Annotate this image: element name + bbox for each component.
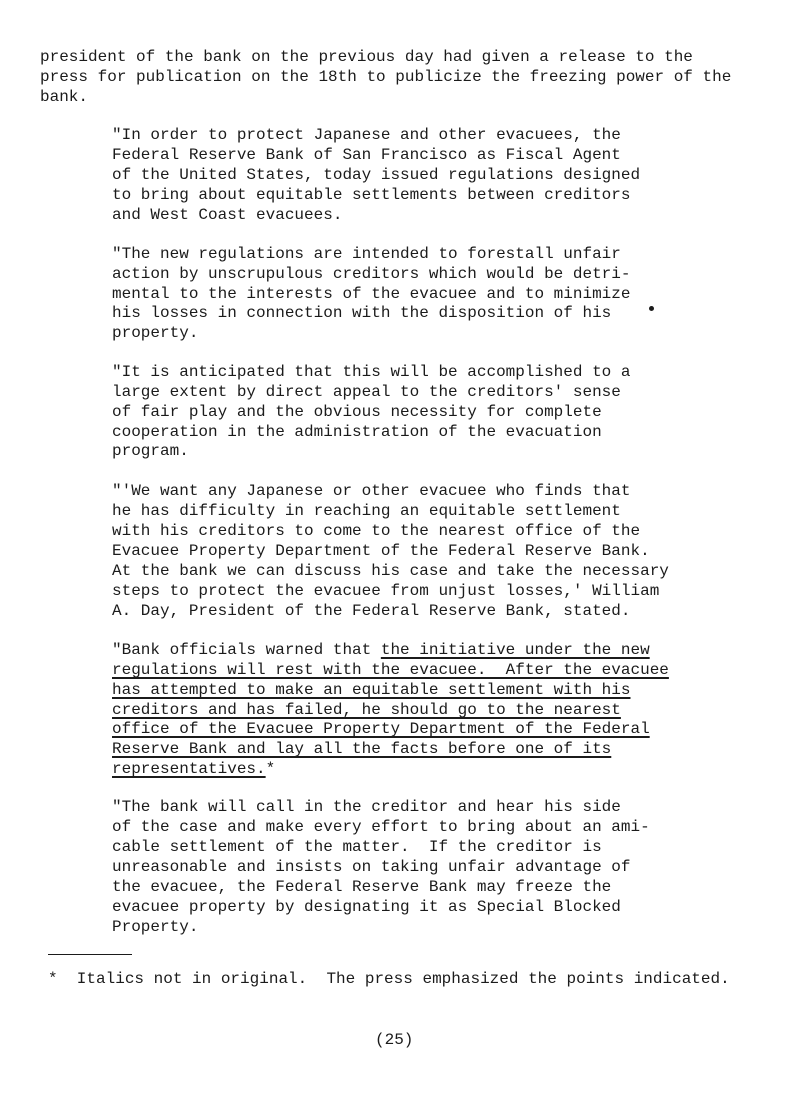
page-number: (25): [375, 1031, 414, 1049]
text-line: president of the bank on the previous day had given a release to the: [40, 48, 693, 66]
underlined-text: the initiative under the new: [380, 641, 650, 659]
text-line: program.: [112, 442, 189, 460]
text-line: [112, 680, 630, 700]
text-line: unreasonable and insists on taking unfair advantage of: [112, 858, 631, 876]
underlined-text: Reserve Bank and lay all the facts before one of its: [112, 740, 612, 758]
text-line: "It is anticipated that this will be accomplished to a: [112, 363, 631, 381]
underlined-text: office of the Evacuee Property Department of the Federal: [112, 720, 650, 738]
text-line: "'We want any Japanese or other evacuee who finds that: [112, 482, 631, 500]
text-line: to bring about equitable settlements between creditors: [112, 186, 631, 204]
emphasis-lead: "Bank officials warned that: [112, 641, 381, 659]
text-line: Evacuee Property Department of the Federal Reserve Bank.: [112, 542, 650, 560]
stray-ink-dot: [649, 306, 654, 311]
text-line: [112, 759, 275, 779]
text-line: "In order to protect Japanese and other evacuees, the: [112, 126, 621, 144]
text-line: A. Day, President of the Federal Reserve Bank, stated.: [112, 602, 631, 620]
footnote-marker: *: [265, 760, 276, 778]
text-line: he has difficulty in reaching an equitable settlement: [112, 502, 621, 520]
text-line: [112, 660, 669, 680]
text-line: Federal Reserve Bank of San Francisco as Fiscal Agent: [112, 146, 621, 164]
text-line: At the bank we can discuss his case and take the necessary: [112, 562, 669, 580]
text-line: of the United States, today issued regulations designed: [112, 166, 641, 184]
underlined-text: regulations will rest with the evacuee. After the evacuee: [112, 661, 669, 679]
text-line: [112, 700, 621, 720]
text-line: with his creditors to come to the nearest office of the: [112, 522, 641, 540]
text-line: cable settlement of the matter. If the creditor is: [112, 838, 602, 856]
text-line: large extent by direct appeal to the creditors' sense: [112, 383, 621, 401]
text-line: of the case and make every effort to bring about an ami-: [112, 818, 650, 836]
text-line: mental to the interests of the evacuee and to minimize: [112, 285, 631, 303]
text-line: steps to protect the evacuee from unjust losses,' William: [112, 582, 660, 600]
underlined-text: representatives.: [112, 760, 266, 778]
text-line: "The new regulations are intended to forestall unfair: [112, 245, 621, 263]
text-line: press for publication on the 18th to publicize the freezing power of the: [40, 68, 732, 86]
underlined-text: has attempted to make an equitable settlement with his: [112, 681, 631, 699]
footnote: * Italics not in original. The press emphasized the points indicated.: [48, 970, 730, 988]
text-line: cooperation in the administration of the evacuation: [112, 423, 602, 441]
text-line: [112, 719, 650, 739]
text-line: [112, 739, 611, 759]
text-line: and West Coast evacuees.: [112, 206, 343, 224]
text-line: bank.: [40, 88, 89, 106]
text-line: Property.: [112, 918, 199, 936]
text-line: his losses in connection with the disposition of his: [112, 304, 612, 322]
text-line: evacuee property by designating it as Special Blocked: [112, 898, 621, 916]
text-line: [112, 640, 650, 660]
text-line: of fair play and the obvious necessity for complete: [112, 403, 602, 421]
underlined-text: creditors and has failed, he should go to the nearest: [112, 701, 621, 719]
text-line: "The bank will call in the creditor and hear his side: [112, 798, 621, 816]
text-line: the evacuee, the Federal Reserve Bank may freeze the: [112, 878, 612, 896]
text-line: property.: [112, 324, 199, 342]
footnote-rule: [48, 954, 132, 955]
text-line: action by unscrupulous creditors which would be detri-: [112, 265, 631, 283]
